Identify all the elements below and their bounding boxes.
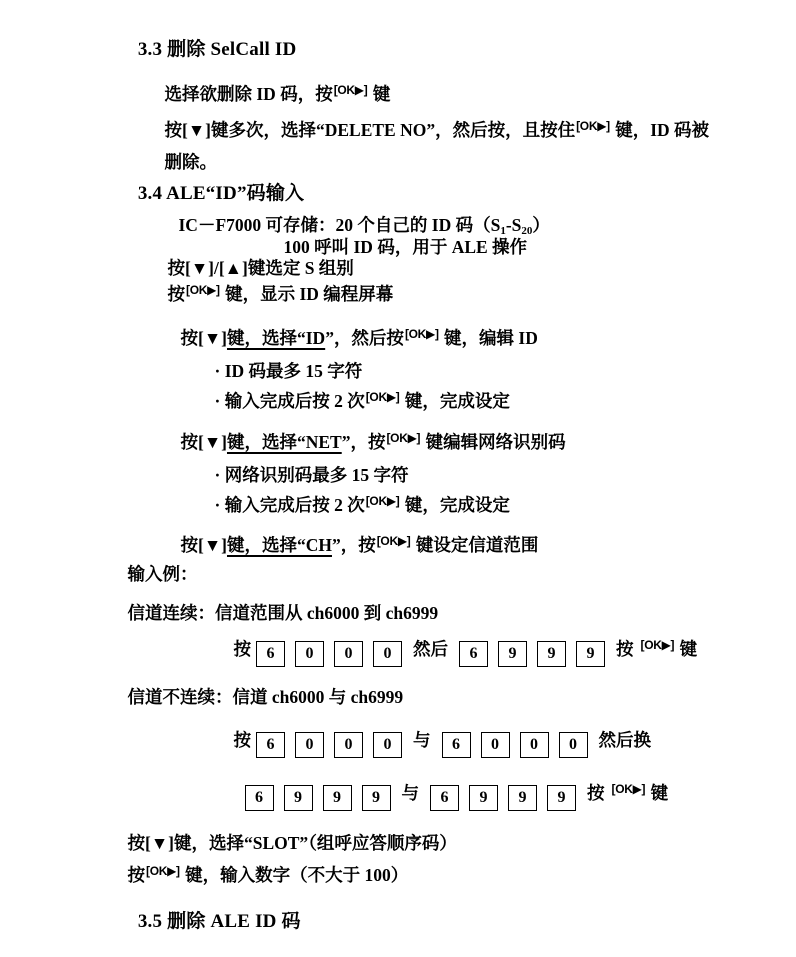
ok-key-superscript: [OK▶] [186,282,220,297]
heading-text: 3.3 删除 SelCall ID [137,38,297,60]
subscript-1: 1 [500,224,506,237]
text-run: 按[▼] [180,431,227,452]
key-box-6: 6 [430,785,459,811]
text-run: 输入例： [127,563,198,584]
text-run: 键 [646,782,669,803]
key-box-0: 0 [559,732,588,758]
key-box-9: 9 [284,785,313,811]
key-box-9: 9 [323,785,352,811]
key-box-0: 0 [334,732,363,758]
text-run: 按[▼]/[▲]键选定 S 组别 [167,257,354,278]
ok-key-superscript: [OK▶] [365,493,400,508]
key-box-9: 9 [498,641,527,667]
text-run: 按 [616,638,634,659]
text-run: 键，ID 码被 [610,119,710,140]
ok-key-superscript: [OK▶] [146,863,180,878]
key-box-9: 9 [547,785,576,811]
text-run: 键，完成设定 [400,390,510,411]
key-box-6: 6 [256,641,285,667]
text-run: 按[▼] [180,534,227,555]
heading-text: 3.4 ALE“ID”码输入 [137,182,305,204]
key-box-6: 6 [442,732,471,758]
key-box-9: 9 [537,641,566,667]
text-run: · 输入完成后按 2 次 [214,494,365,515]
text-run: ”，然后按 [325,327,404,348]
key-box-9: 9 [508,785,537,811]
ok-key-superscript: [OK▶] [611,781,646,796]
text-run: · 网络识别码最多 15 字符 [214,464,409,485]
key-box-0: 0 [334,641,363,667]
text-run: 100 呼叫 ID 码，用于 ALE 操作 [283,236,528,257]
key-box-6: 6 [245,785,274,811]
text-run: ”，按 [341,431,386,452]
text-run: 按 [167,283,185,304]
text-run: 然后 [413,638,448,659]
text-run: 按 [233,638,251,659]
underlined-run: 键，选择“NET [226,431,342,452]
text-run: 键设定信道范围 [411,534,539,555]
text-run: 信道连续：信道范围从 ch6000 到 ch6999 [127,602,439,623]
subscript-20: 20 [521,224,533,237]
text-run: 按[▼]键多次，选择“DELETE NO”，然后按，且按住 [164,119,576,140]
text-run: 按 [127,864,145,885]
key-box-9: 9 [469,785,498,811]
paragraph-select-ch [163,513,538,579]
key-box-9: 9 [362,785,391,811]
text-run: 按 [587,782,605,803]
key-box-0: 0 [295,732,324,758]
ok-key-superscript: [OK▶] [640,637,675,652]
underlined-run: 键，选择“CH [226,534,332,555]
ok-key-superscript: [OK▶] [576,118,610,133]
text-run: ”，按 [331,534,376,555]
text-run: 按[▼] [180,327,227,348]
text-run: 键 [675,638,698,659]
key-box-0: 0 [520,732,549,758]
text-run: -S [505,214,522,235]
ok-key-superscript: [OK▶] [365,389,400,404]
text-run: 键，完成设定 [400,494,510,515]
text-run: 按 [233,729,251,750]
heading-text: 3.5 删除 ALE ID 码 [137,910,301,932]
key-box-9: 9 [576,641,605,667]
text-run: 与 [401,782,419,803]
text-run: · ID 码最多 15 字符 [214,360,363,381]
text-run: 与 [413,729,431,750]
underlined-run: 键，选择“ID [226,327,326,348]
text-run: 键 [368,83,391,104]
text-run: 键，显示 ID 编程屏幕 [220,283,394,304]
text-run: 信道不连续：信道 ch6000 与 ch6999 [127,686,404,707]
key-box-0: 0 [373,732,402,758]
text-run: 键，编辑 ID [439,327,538,348]
key-box-6: 6 [459,641,488,667]
key-box-0: 0 [295,641,324,667]
text-run: · 输入完成后按 2 次 [214,390,365,411]
key-box-6: 6 [256,732,285,758]
text-run: 键编辑网络识别码 [421,431,566,452]
ok-key-superscript: [OK▶] [333,82,368,97]
text-run: 按[▼]键，选择“SLOT”（组呼应答顺序码） [127,832,457,853]
section-heading-3-5 [118,886,301,957]
text-run: 删除。 [164,151,217,172]
text-run: 然后换 [598,729,651,750]
text-run: IC－F7000 可存储：20 个自己的 ID 码（S [178,214,501,235]
ok-key-superscript: [OK▶] [386,430,421,445]
key-box-0: 0 [481,732,510,758]
text-run: ） [532,214,550,235]
text-run: 键，输入数字（不大于 100） [180,864,409,885]
text-run: 选择欲删除 ID 码，按 [164,83,333,104]
paragraph-delete-no-line1 [147,98,709,164]
ok-key-superscript: [OK▶] [404,326,439,341]
key-box-0: 0 [373,641,402,667]
ok-key-superscript: [OK▶] [376,533,411,548]
